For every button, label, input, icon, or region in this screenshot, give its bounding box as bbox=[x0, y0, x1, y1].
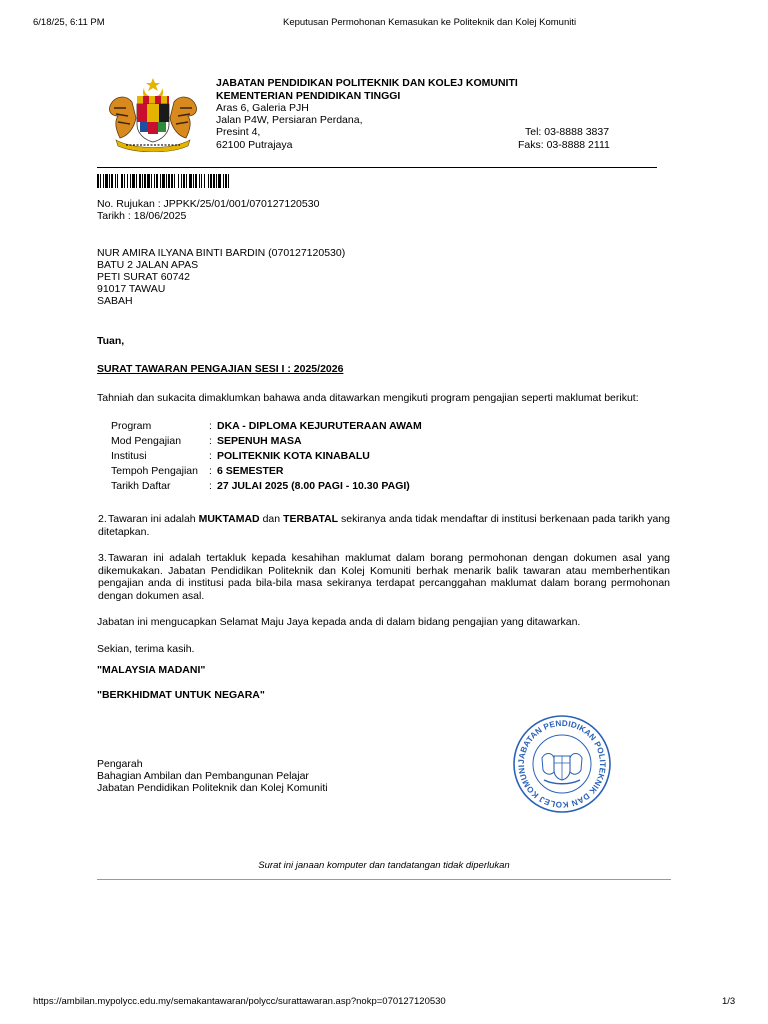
detail-colon: : bbox=[209, 434, 212, 447]
fax-number: Faks: 03-8888 2111 bbox=[518, 139, 610, 151]
detail-value: DKA - DIPLOMA KEJURUTERAAN AWAM bbox=[217, 419, 422, 432]
paragraph-2: 2.Tawaran ini adalah MUKTAMAD dan TERBATAL sekiranya anda tidak mendaftar di institusi berkenaan pada tarikh yang ditetapkan. bbox=[98, 513, 670, 538]
ministry-name: KEMENTERIAN PENDIDIKAN TINGGI bbox=[216, 90, 401, 102]
recipient-address-4: SABAH bbox=[97, 295, 133, 307]
detail-row-institution bbox=[111, 448, 422, 463]
detail-colon: : bbox=[209, 479, 212, 492]
motto-malaysia-madani: "MALAYSIA MADANI" bbox=[97, 664, 206, 676]
barcode-icon bbox=[97, 174, 312, 188]
malaysia-coat-of-arms-icon bbox=[104, 78, 202, 152]
congratulations-paragraph: Jabatan ini mengucapkan Selamat Maju Jaya kepada anda di dalam bidang pengajian yang ditawarkan. bbox=[97, 616, 581, 628]
paragraph-number: 3. bbox=[98, 552, 107, 564]
detail-row-program bbox=[111, 418, 422, 433]
intro-paragraph: Tahniah dan sukacita dimaklumkan bahawa anda ditawarkan mengikuti program pengajian seperti maklumat berikut: bbox=[97, 392, 639, 404]
address-line-3: Presint 4, bbox=[216, 126, 261, 138]
official-stamp-icon bbox=[512, 714, 612, 814]
print-url: https://ambilan.mypolycc.edu.my/semakantawaran/polycc/surattawaran.asp?nokp=070127120530 bbox=[33, 996, 446, 1007]
tel-number: Tel: 03-8888 3837 bbox=[525, 126, 610, 138]
recipient-address-2: PETI SURAT 60742 bbox=[97, 271, 190, 283]
salutation: Tuan, bbox=[97, 335, 125, 347]
letterhead-divider bbox=[97, 167, 657, 168]
detail-label: Institusi bbox=[111, 449, 147, 462]
detail-row-registration-date bbox=[111, 478, 422, 493]
org-name: JABATAN PENDIDIKAN POLITEKNIK DAN KOLEJ KOMUNITI bbox=[216, 77, 518, 89]
paragraph-number: 2. bbox=[98, 513, 107, 525]
address-line-1: Aras 6, Galeria PJH bbox=[216, 102, 309, 114]
motto-berkhidmat: "BERKHIDMAT UNTUK NEGARA" bbox=[97, 689, 265, 701]
detail-colon: : bbox=[209, 464, 212, 477]
print-datetime: 6/18/25, 6:11 PM bbox=[33, 17, 105, 28]
letter-subject: SURAT TAWARAN PENGAJIAN SESI I : 2025/2026 bbox=[97, 363, 344, 375]
signatory-title: Pengarah bbox=[97, 758, 143, 770]
recipient-address-3: 91017 TAWAU bbox=[97, 283, 166, 295]
signatory-division: Bahagian Ambilan dan Pembangunan Pelajar bbox=[97, 770, 309, 782]
detail-row-mode bbox=[111, 433, 422, 448]
signatory-department: Jabatan Pendidikan Politeknik dan Kolej Komuniti bbox=[97, 782, 328, 794]
closing-line: Sekian, terima kasih. bbox=[97, 643, 195, 655]
offer-details-table bbox=[111, 418, 422, 493]
detail-label: Mod Pengajian bbox=[111, 434, 182, 447]
detail-row-duration bbox=[111, 463, 422, 478]
recipient-address-1: BATU 2 JALAN APAS bbox=[97, 259, 199, 271]
letter-date: Tarikh : 18/06/2025 bbox=[97, 210, 187, 222]
detail-value: 6 SEMESTER bbox=[217, 464, 284, 477]
address-line-4: 62100 Putrajaya bbox=[216, 139, 293, 151]
footer-divider bbox=[97, 879, 671, 880]
computer-generated-note: Surat ini janaan komputer dan tandatangan tidak diperlukan bbox=[258, 860, 510, 871]
address-line-2: Jalan P4W, Persiaran Perdana, bbox=[216, 114, 363, 126]
detail-colon: : bbox=[209, 419, 212, 432]
recipient-name: NUR AMIRA ILYANA BINTI BARDIN (070127120530) bbox=[97, 247, 346, 259]
detail-colon: : bbox=[209, 449, 212, 462]
reference-number: No. Rujukan : JPPKK/25/01/001/070127120530 bbox=[97, 198, 320, 210]
detail-label: Tempoh Pengajian bbox=[111, 464, 198, 477]
print-page-title: Keputusan Permohonan Kemasukan ke Politeknik dan Kolej Komuniti bbox=[283, 17, 577, 28]
paragraph-3: 3.Tawaran ini adalah tertakluk kepada kesahihan maklumat dalam borang permohonan dengan dokumen asal yang dikemukakan. Jabatan Pendidikan Politeknik dan Kolej Komuniti berhak menarik balik tawaran atau memberhentikan pengajian anda di institusi pada bila-bila masa sekiranya terdapat percanggahan maklumat dalam borang permohonan dengan dokumen asal. bbox=[98, 552, 670, 602]
detail-value: POLITEKNIK KOTA KINABALU bbox=[217, 449, 370, 462]
svg-text:JABATAN PENDIDIKAN POLITEKNIK: JABATAN PENDIDIKAN POLITEKNIK DAN KOLEJ KOMUNI bbox=[516, 718, 608, 810]
detail-value: 27 JULAI 2025 (8.00 PAGI - 10.30 PAGI) bbox=[217, 479, 410, 492]
detail-value: SEPENUH MASA bbox=[217, 434, 302, 447]
detail-label: Tarikh Daftar bbox=[111, 479, 171, 492]
detail-label: Program bbox=[111, 419, 152, 432]
print-page-number: 1/3 bbox=[722, 996, 736, 1007]
